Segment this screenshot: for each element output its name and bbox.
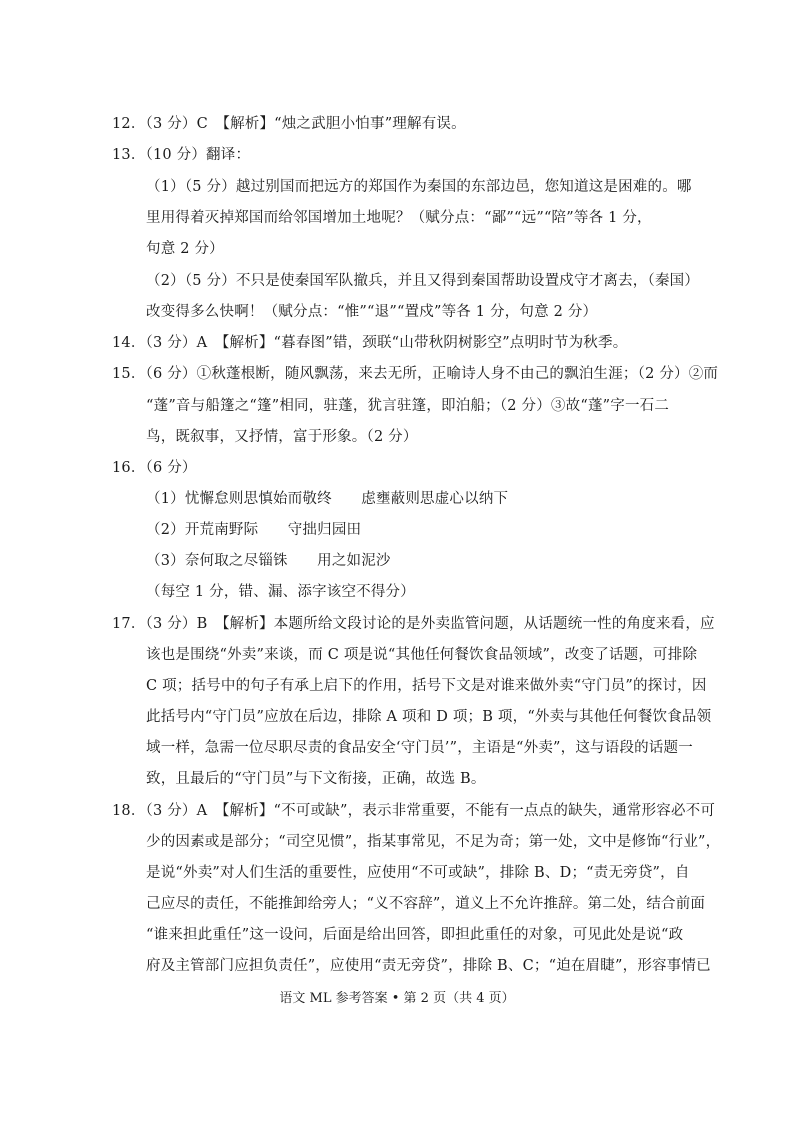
answer-16-heading: 16．（6 分）	[112, 460, 197, 476]
page-footer: 语文 ML 参考答案 • 第 2 页（共 4 页）	[279, 991, 515, 1006]
answer-17-line3: C 项；括号中的句子有承上启下的作用，括号下文是对谁来做外卖“守门员”的探讨，因	[146, 678, 707, 694]
answer-17-line5: 域一样，急需一位尽职尽责的食品安全‘守门员’”，主语是“外卖”，这与语段的话题一	[146, 740, 693, 756]
answer-16-item3: （3）奈何取之尽锱铢 用之如泥沙	[146, 553, 391, 569]
answer-16-item2: （2）开荒南野际 守拙归园田	[146, 522, 362, 538]
answer-13-part1-line2: 里用得着灭掉郑国而给邻国增加土地呢？（赋分点：“鄙”“远”“陪”等各 1 分，	[146, 210, 652, 226]
answer-18-line4: 己应尽的责任，不能推卸给旁人；“义不容辞”，道义上不允许推辞。第二处，结合前面	[146, 896, 706, 912]
answer-17-line2: 该也是围绕“外卖”来谈，而 C 项是说“其他任何餐饮食品领域”，改变了话题，可排除	[146, 647, 698, 663]
answer-18-line2: 少的因素或是部分；“司空见惯”，指某事常见，不足为奇；第一处，文中是修饰“行业”，	[146, 834, 721, 850]
answer-13-part2-line2: 改变得多么快啊！（赋分点：“惟”“退”“置戍”等各 1 分，句意 2 分）	[146, 304, 598, 320]
answer-13-part1-line1: （1）（5 分）越过别国而把远方的郑国作为秦国的东部边邑，您知道这是困难的。哪	[146, 179, 692, 195]
answer-15-line2: “蓬”音与船篷之“篷”相同，驻蓬，犹言驻篷，即泊船；（2 分）③故“蓬”字一石二	[146, 398, 670, 414]
answer-18-line3: 是说“外卖”对人们生活的重要性，应使用“不可或缺”，排除 B、D；“责无旁贷”，自	[146, 865, 690, 881]
answer-15-line1: 15．（6 分）①秋蓬根断，随风飘荡，来去无所，正喻诗人身不由己的飘泊生涯；（2 分）②而	[112, 366, 719, 382]
answer-18-line1: 18．（3 分）A 【解析】“不可或缺”，表示非常重要，不能有一点点的缺失，通常形容必不可	[112, 803, 716, 819]
answer-16-note: （每空 1 分，错、漏、添字该空不得分）	[146, 584, 415, 600]
answer-13-part1-line3: 句意 2 分）	[146, 241, 224, 257]
answer-17-line4: 此括号内“守门员”应放在后边，排除 A 项和 D 项；B 项，“外卖与其他任何餐饮食品领	[146, 709, 712, 725]
answer-14: 14．（3 分）A 【解析】“暮春图”错，颈联“山带秋阴树影空”点明时节为秋季。	[112, 335, 628, 351]
answer-18-line6: 府及主管部门应担负责任”，应使用“责无旁贷”，排除 B、C；“迫在眉睫”，形容事情已	[146, 958, 711, 974]
answer-13-heading: 13．（10 分）翻译：	[112, 147, 251, 163]
answer-17-line1: 17．（3 分）B 【解析】本题所给文段讨论的是外卖监管问题，从话题统一性的角度来看，应	[112, 616, 715, 632]
answer-12: 12．（3 分）C 【解析】“烛之武胆小怕事”理解有误。	[112, 116, 466, 132]
answer-18-line5: “谁来担此重任”这一设问，后面是给出回答，即担此重任的对象，可见此处是说“政	[146, 927, 684, 943]
answer-13-part2-line1: （2）（5 分）不只是使秦国军队撤兵，并且又得到秦国帮助设置戍守才离去，（秦国）	[146, 273, 700, 289]
answer-16-item1: （1）忧懈怠则思慎始而敬终 虑壅蔽则思虚心以纳下	[146, 491, 509, 507]
answer-15-line3: 鸟，既叙事，又抒情，富于形象。（2 分）	[146, 429, 418, 445]
answer-17-line6: 致，且最后的“守门员”与下文衔接，正确，故选 B。	[146, 771, 486, 787]
